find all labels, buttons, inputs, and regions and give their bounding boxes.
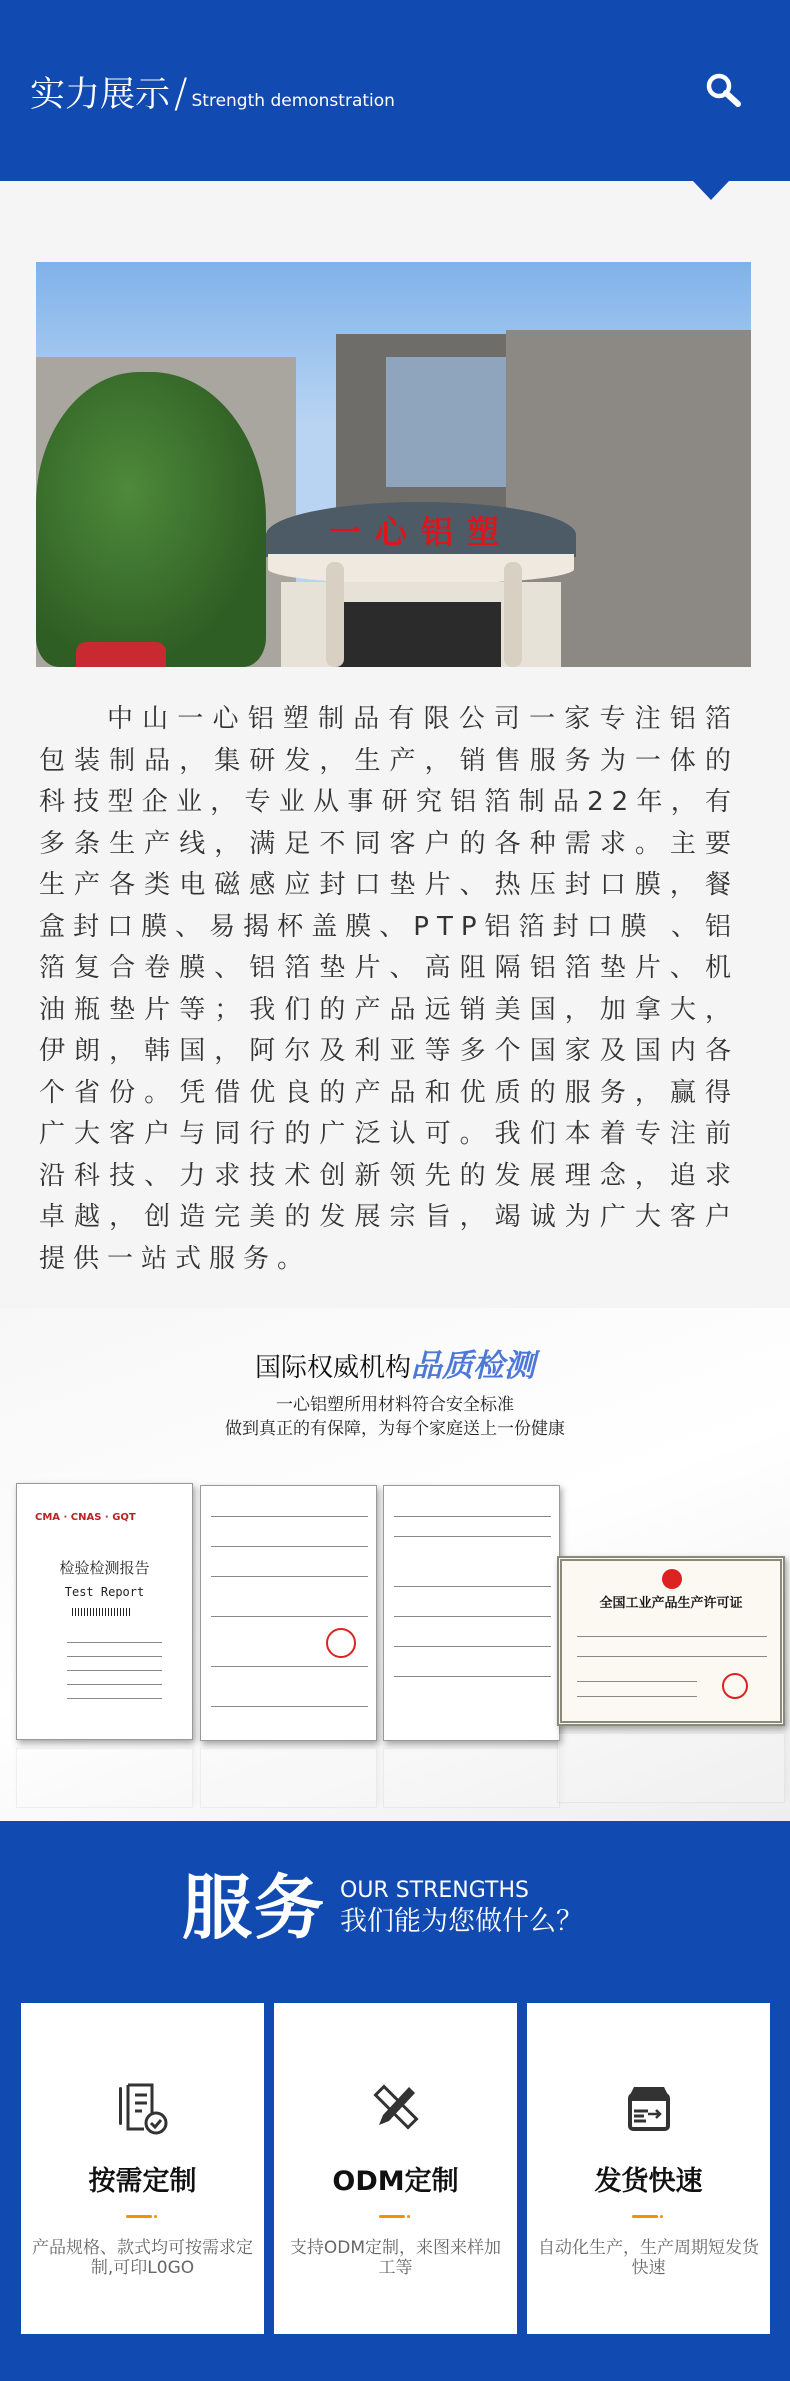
accent-dash xyxy=(379,2215,405,2218)
service-card-shipping xyxy=(527,2003,770,2334)
test-report-page-2 xyxy=(383,1485,560,1741)
service-title: 按需定制 xyxy=(88,2166,197,2197)
service-card-odm xyxy=(274,2003,517,2334)
service-description: 自动化生产，生产周期短发货快速 xyxy=(538,2238,759,2278)
services-subtitles xyxy=(340,1877,583,1939)
accent-dash xyxy=(126,2215,152,2218)
service-cards xyxy=(21,2003,790,2334)
company-description: 中山一心铝塑制品有限公司一家专注铝箔包装制品，集研发，生产，销售服务为一体的科技型企业，专业从事研究铝箔制品22年，有多条生产线，满足不同客户的各种需求。主要生产各类电磁感应封口垫片、热压封口膜，餐盒封口膜、易揭杯盖膜、PTP铝箔封口膜 、铝箔复合卷膜、铝箔垫片、高阻隔铝箔垫片、机油瓶垫片等；我们的产品远销美国，加拿大，伊朗，韩国，阿尔及利亚等多个国家及国内各个省份。凭借优良的产品和优质的服务，赢得广大客户与同行的广泛认可。我们本着专注前沿科技、力求技术创新领先的发展理念，追求卓越，创造完美的发展宗旨，竭诚为广大客户提供一站式服务。 xyxy=(39,704,739,1274)
document-check-icon xyxy=(116,2081,170,2135)
test-report-cover xyxy=(16,1483,193,1740)
services-subtitle-en: OUR STRENGTHS xyxy=(340,1878,529,1903)
certification-logos: CMA · CNAS · GQT xyxy=(35,1512,136,1523)
production-license xyxy=(557,1556,785,1726)
quality-title-highlight: 品质检测 xyxy=(411,1348,535,1384)
services-header xyxy=(182,1866,790,1950)
accent-dot xyxy=(407,2215,410,2218)
report-title-en: Test Report xyxy=(64,1585,145,1599)
quality-line-2: 做到真正的有保障，为每个家庭送上一份健康 xyxy=(225,1419,565,1439)
report-title-cn: 检验检测报告 xyxy=(59,1559,150,1577)
report-reflection xyxy=(16,1748,193,1808)
accent-dot xyxy=(660,2215,663,2218)
services-subtitle-cn: 我们能为您做什么？ xyxy=(340,1906,583,1937)
service-title: 发货快速 xyxy=(594,2166,703,2197)
accent-dot xyxy=(154,2215,157,2218)
quality-title xyxy=(0,1348,790,1386)
intro-section xyxy=(0,181,790,1308)
delivery-box-icon xyxy=(622,2081,676,2135)
service-description: 产品规格、款式均可按需求定制,可印L0GO xyxy=(32,2238,253,2278)
building-sign: 一心铝塑 xyxy=(328,513,513,551)
report-reflection xyxy=(200,1748,377,1808)
section-title-row xyxy=(30,72,395,116)
services-title: 服务 xyxy=(182,1867,326,1949)
quality-line-1: 一心铝塑所用材料符合安全标准 xyxy=(276,1395,514,1415)
search-icon[interactable] xyxy=(704,72,748,108)
license-reflection xyxy=(557,1733,785,1803)
accent-dash xyxy=(632,2215,658,2218)
services-section xyxy=(0,1821,790,2381)
service-description: 支持ODM定制，来图来样加工等 xyxy=(289,2238,502,2278)
service-card-custom xyxy=(21,2003,264,2334)
section-subtitle: Strength demonstration xyxy=(191,91,395,111)
service-title: ODM定制 xyxy=(332,2166,459,2197)
report-reflection xyxy=(383,1748,560,1808)
quality-title-main: 国际权威机构 xyxy=(254,1353,411,1383)
company-building-photo xyxy=(36,262,751,667)
header-banner xyxy=(0,0,790,181)
quality-section xyxy=(0,1308,790,1821)
title-divider: / xyxy=(174,71,188,117)
pencil-ruler-icon xyxy=(369,2081,423,2135)
test-report-page-1 xyxy=(200,1485,377,1741)
header-pointer xyxy=(693,181,729,200)
license-title: 全国工业产品生产许可证 xyxy=(599,1596,743,1611)
section-title: 实力展示 xyxy=(30,75,171,115)
